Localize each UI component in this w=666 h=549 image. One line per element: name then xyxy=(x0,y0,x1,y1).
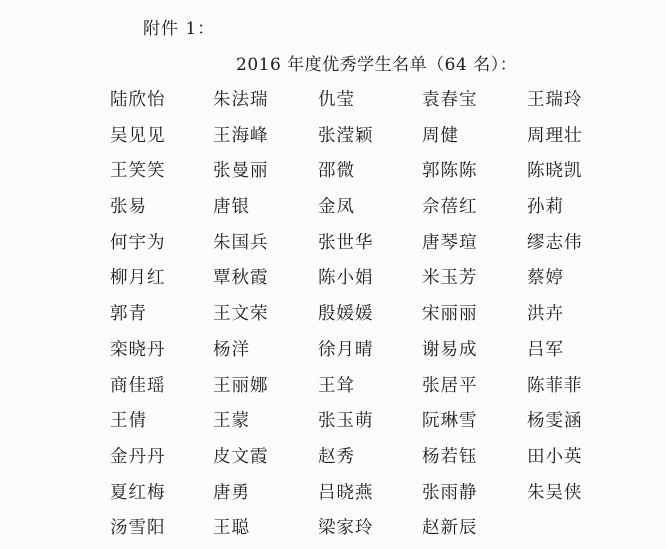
student-name: 王倩 xyxy=(110,411,147,432)
student-name: 张易 xyxy=(110,197,147,218)
student-name: 洪卉 xyxy=(527,304,564,325)
student-name: 栾晓丹 xyxy=(110,339,166,360)
name-row xyxy=(0,332,666,368)
student-name: 谢易成 xyxy=(422,339,478,360)
student-name: 殷媛媛 xyxy=(318,304,374,325)
student-name: 吴见见 xyxy=(110,125,166,146)
student-name: 袁春宝 xyxy=(422,90,478,110)
student-name: 张滢颖 xyxy=(318,125,374,146)
student-name: 王蒙 xyxy=(213,411,250,432)
student-name: 汤雪阳 xyxy=(110,518,166,539)
student-name: 王瑞玲 xyxy=(527,90,583,110)
student-name: 王文荣 xyxy=(213,304,269,325)
name-row xyxy=(0,368,666,404)
student-name: 张世华 xyxy=(318,232,374,253)
student-name: 梁家玲 xyxy=(318,518,374,539)
student-name: 金丹丹 xyxy=(110,446,166,467)
student-name: 郭青 xyxy=(110,304,147,325)
student-name: 张曼丽 xyxy=(213,161,269,182)
student-name: 阮琳雪 xyxy=(422,411,478,432)
name-row xyxy=(0,296,666,332)
student-name: 朱法瑞 xyxy=(213,90,269,110)
name-row xyxy=(0,225,666,261)
student-name: 王丽娜 xyxy=(213,375,269,396)
name-row xyxy=(0,403,666,439)
student-name: 米玉芳 xyxy=(422,268,478,289)
name-list xyxy=(0,82,666,546)
name-row xyxy=(0,189,666,225)
student-name: 唐银 xyxy=(213,197,250,218)
student-name: 徐月晴 xyxy=(318,339,374,360)
student-name: 田小英 xyxy=(527,446,583,467)
student-name: 陈晓凯 xyxy=(527,161,583,182)
student-name: 周理壮 xyxy=(527,125,583,146)
student-name: 朱吴侠 xyxy=(527,482,583,503)
student-name: 孙莉 xyxy=(527,197,564,218)
student-name: 朱国兵 xyxy=(213,232,269,253)
name-row xyxy=(0,82,666,118)
student-name: 陈菲菲 xyxy=(527,375,583,396)
student-name: 杨雯涵 xyxy=(527,411,583,432)
student-name: 杨若钰 xyxy=(422,446,478,467)
student-name: 张雨静 xyxy=(422,482,478,503)
student-name: 唐琴瑄 xyxy=(422,232,478,253)
student-name: 陆欣怡 xyxy=(110,90,166,110)
student-name: 何宇为 xyxy=(110,232,166,253)
student-name: 夏红梅 xyxy=(110,482,166,503)
student-name: 杨洋 xyxy=(213,339,250,360)
student-name: 王耸 xyxy=(318,375,355,396)
student-name: 蔡婷 xyxy=(527,268,564,289)
student-name: 唐勇 xyxy=(213,482,250,503)
student-name: 吕军 xyxy=(527,339,564,360)
name-row xyxy=(0,475,666,511)
student-name: 赵秀 xyxy=(318,446,355,467)
student-name: 金凤 xyxy=(318,197,355,218)
student-name: 缪志伟 xyxy=(527,232,583,253)
student-name: 王海峰 xyxy=(213,125,269,146)
student-name: 吕晓燕 xyxy=(318,482,374,503)
student-name: 覃秋霞 xyxy=(213,268,269,289)
student-name: 张居平 xyxy=(422,375,478,396)
student-name: 宋丽丽 xyxy=(422,304,478,325)
name-row xyxy=(0,260,666,296)
name-row xyxy=(0,439,666,475)
student-name: 王聪 xyxy=(213,518,250,539)
student-name: 邵微 xyxy=(318,161,355,182)
attachment-label: 附件 1： xyxy=(143,19,216,39)
student-name: 郭陈陈 xyxy=(422,161,478,182)
student-name: 张玉萌 xyxy=(318,411,374,432)
name-row xyxy=(0,510,666,546)
student-name: 陈小娟 xyxy=(318,268,374,289)
name-row xyxy=(0,153,666,189)
student-name: 仇莹 xyxy=(318,90,355,110)
student-name: 皮文霞 xyxy=(213,446,269,467)
student-name: 赵新辰 xyxy=(422,518,478,539)
student-name: 柳月红 xyxy=(110,268,166,289)
student-name: 王笑笑 xyxy=(110,161,166,182)
document-title: 2016 年度优秀学生名单（64 名）： xyxy=(236,55,518,75)
student-name: 周健 xyxy=(422,125,459,146)
name-row xyxy=(0,118,666,154)
student-name: 佘蓓红 xyxy=(422,197,478,218)
student-name: 商佳瑶 xyxy=(110,375,166,396)
